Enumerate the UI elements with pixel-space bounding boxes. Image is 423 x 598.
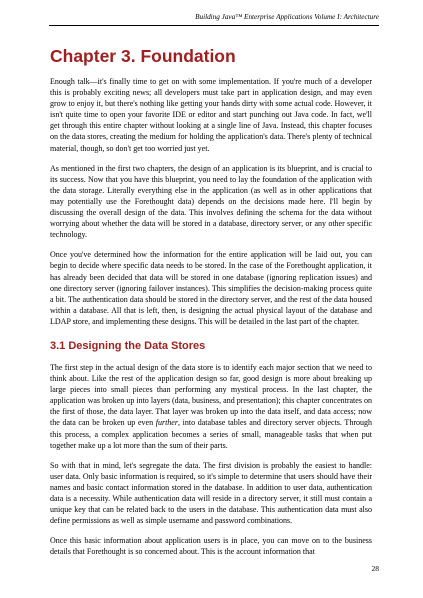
section-paragraph-1 <box>50 362 372 451</box>
section-paragraph-3: Once this basic information about application users is in place, you can move on to the business details that Forethought is so concerned about. This is the account information that <box>50 536 372 557</box>
page-number: 28 <box>371 564 379 573</box>
chapter-paragraph-1: Enough talk—it's finally time to get on with some implementation. If you're much of a developer this is probably exciting news; all developers must take part in application design, and may even grow to enjoy it, but there's nothing like getting your hands dirty with some actual code. However, it isn't quite time to open your favorite IDE or editor and start punching out Java code. In fact, we'll get through this entire chapter without looking at a single line of Java. Instead, this chapter focuses on the data stores, creating the medium for holding the application's data. There's plenty of technical material, though, so don't get too worried just yet. <box>50 77 372 153</box>
page-content <box>50 34 372 566</box>
section-paragraph-1-end: , into database tables and directory server objects. Through this process, a complex application becomes a series of small, manageable tasks that when put together make up a lot more than the sum of their parts. <box>50 418 372 450</box>
header-rule <box>49 25 379 26</box>
section-paragraph-1-start: The first step in the actual design of the data store is to identify each major section that we need to think about. Like the rest of the application design so far, good design is more about breaking up large pieces into small pieces than performing any mystical process. In the last chapter, the application was broken up into layers (data, business, and presentation); this chapter concentrates on the first of those, the data layer. That layer was broken up into the data itself, and data access; now the data can be broken up even <box>50 362 372 428</box>
chapter-paragraph-3: Once you've determined how the information for the entire application will be laid out, you can begin to decide where specific data needs to be stored. In the case of the Forethought application, it has already been decided that data will be stored in one database (ignoring replication issues) and one directory server (ignoring failover instances). This simplifies the decision-making process quite a bit. The authentication data should be stored in the directory server, and the rest of the data housed within a database. All that is left, then, is designing the actual physical layout of the database and LDAP store, and implementing these designs. This will be detailed in the last part of the chapter. <box>50 250 372 326</box>
section-title: 3.1 Designing the Data Stores <box>50 339 206 352</box>
section-paragraph-2: So with that in mind, let's segregate the data. The first division is probably the easiest to handle: user data. Only basic information is required, so it's simple to determine that users should have their names and basic contact information stored in the database. In addition to user data, authentication data is a necessity. While authentication data will reside in a directory server, it still must contain a unique key that can be related back to the users in the database. This authentication data must also define permissions as well as simple username and password combinations. <box>50 460 372 526</box>
running-header: Building Java™ Enterprise Applications Volume I: Architecture <box>195 13 379 21</box>
emphasis-further: further <box>155 418 178 428</box>
chapter-paragraph-2: As mentioned in the first two chapters, the design of an application is its blueprint, and is crucial to its success. Now that you have this blueprint, you need to lay the foundation of the application with the data storage. Literally everything else in the application (as well as in other applications that may potentially use the Forethought data) depends on the decisions made here. I'll begin by discussing the overall design of the data. This involves defining the schema for the data without worrying about whether the data will be stored in a database, directory server, or any other specific technology. <box>50 163 372 240</box>
chapter-title: Chapter 3. Foundation <box>50 46 236 66</box>
